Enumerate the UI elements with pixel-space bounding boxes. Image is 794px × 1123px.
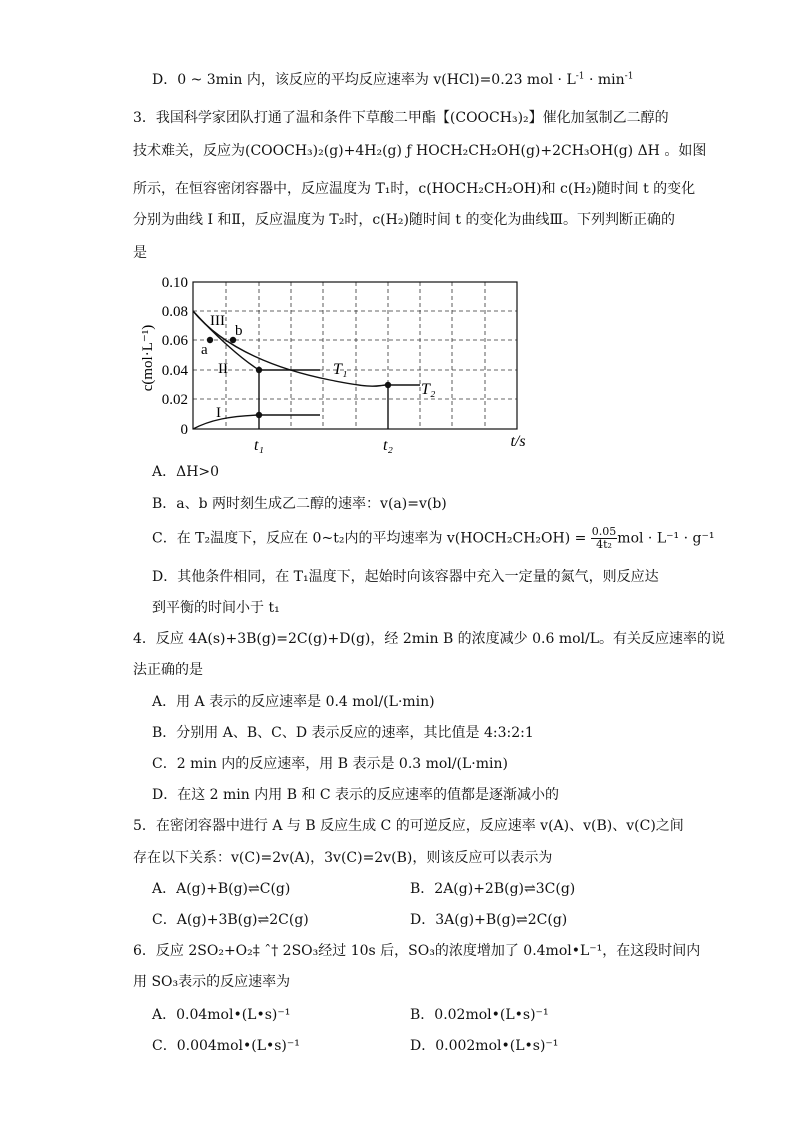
q3-option-c: C．在 T₂温度下，反应在 0~t₂内的平均速率为 v(HOCH₂CH₂OH) = $\frac{0.05}{\text{4t₂}}$ mol · L⁻¹ · g⁻¹ [152,525,715,551]
x-tick-label: t₁ [253,437,265,454]
plot-frame [193,282,517,429]
q3-option-a: A．ΔH>0 [152,464,220,480]
q3-stem-line5: 是 [133,245,147,261]
label-a: a [201,342,208,358]
x-tick-label: t₂ [382,437,394,454]
q6-option-c: C．0.004mol•(L•s)⁻¹ [152,1038,300,1054]
curve-i [193,415,320,429]
q5-option-d: D．3A(g)+B(g)⇌2C(g) [410,912,568,928]
label-t2: T₂ [421,381,436,398]
q5-option-a: A．A(g)+B(g)⇌C(g) [152,881,291,897]
q3-stem-line1: 3．我国科学家团队打通了温和条件下草酸二甲酯【(COOCH₃)₂】催化加氢制乙二醇的 [133,110,669,126]
q4-option-c: C．2 min 内的反应速率，用 B 表示是 0.3 mol/(L·min) [152,756,508,772]
q6-stem-line1: 6．反应 2SO₂+O₂‡ ˆ† 2SO₃经过 10s 后，SO₃的浓度增加了 0.4mol•L⁻¹，在这段时间内 [133,943,701,959]
y-tick-label: 0.08 [161,304,188,320]
q3-stem-line2: 技术难关，反应为(COOCH₃)₂(g)+4H₂(g) ƒ HOCH₂CH₂OH(g)+2CH₃OH(g) ΔH 。如图 [133,143,707,159]
label-b: b [235,323,243,339]
q5-option-b: B．2A(g)+2B(g)⇌3C(g) [410,881,576,897]
q3-option-d-line1: D．其他条件相同，在 T₁温度下，起始时向该容器中充入一定量的氮气，则反应达 [152,569,659,585]
q2-option-d: D．0 ~ 3min 内，该反应的平均反应速率为 v(HCl)=0.23 mol · $L^{-1} \cdot \min^{-1}$ [152,71,634,88]
point-t1-ii [256,367,262,373]
point-a [207,337,213,343]
y-axis-label: c(mol·L⁻¹) [140,324,156,392]
label-ii: II [218,361,228,377]
q5-stem-line2: 存在以下关系：v(C)=2v(A)，3v(C)=2v(B)，则该反应可以表示为 [133,850,553,866]
q4-stem-line2: 法正确的是 [133,662,203,678]
x-axis-label: t/s [510,433,526,450]
y-tick-label: 0.10 [161,275,188,291]
q6-option-a: A．0.04mol•(L•s)⁻¹ [152,1007,291,1023]
q3-stem-line4: 分别为曲线 I 和Ⅱ，反应温度为 T₂时，c(H₂)随时间 t 的变化为曲线Ⅲ。下列判断正确的 [133,212,675,228]
q4-option-d: D．在这 2 min 内用 B 和 C 表示的反应速率的值都是逐渐减小的 [152,787,560,803]
label-i: I [216,405,221,421]
q4-option-b: B．分别用 A、B、C、D 表示反应的速率，其比值是 4:3:2:1 [152,725,534,741]
q6-option-b: B．0.02mol•(L•s)⁻¹ [410,1007,549,1023]
q6-stem-line2: 用 SO₃表示的反应速率为 [133,974,291,990]
y-tick-label: 0.04 [161,363,188,379]
q3-stem-line3: 所示，在恒容密闭容器中，反应温度为 T₁时，c(HOCH₂CH₂OH)和 c(H₂)随时间 t 的变化 [133,181,696,197]
point-t2-iii [385,382,391,388]
label-iii: III [210,313,225,329]
q3-option-d-line2: 到平衡的时间小于 t₁ [152,600,280,616]
grid [193,282,517,429]
q6-option-d: D．0.002mol•(L•s)⁻¹ [410,1038,559,1054]
q5-option-c: C．A(g)+3B(g)⇌2C(g) [152,912,309,928]
y-tick-label: 0.02 [161,392,188,408]
concentration-time-chart [130,270,550,460]
fraction: $\frac{0.05}{\text{4t₂}}$ [591,525,617,551]
y-tick-label: 0 [180,422,188,438]
q4-stem-line1: 4．反应 4A(s)+3B(g)=2C(g)+D(g)，经 2min B 的浓度减少 0.6 mol/L。有关反应速率的说 [133,631,726,647]
label-t1: T₁ [333,361,348,378]
q3-option-b: B．a、b 两时刻生成乙二醇的速率：v(a)=v(b) [152,496,447,512]
q5-stem-line1: 5．在密闭容器中进行 A 与 B 反应生成 C 的可逆反应，反应速率 v(A)、v(B)、v(C)之间 [133,818,684,834]
point-t1-i [256,412,262,418]
y-tick-label: 0.06 [161,333,188,349]
q4-option-a: A．用 A 表示的反应速率是 0.4 mol/(L·min) [152,694,435,710]
